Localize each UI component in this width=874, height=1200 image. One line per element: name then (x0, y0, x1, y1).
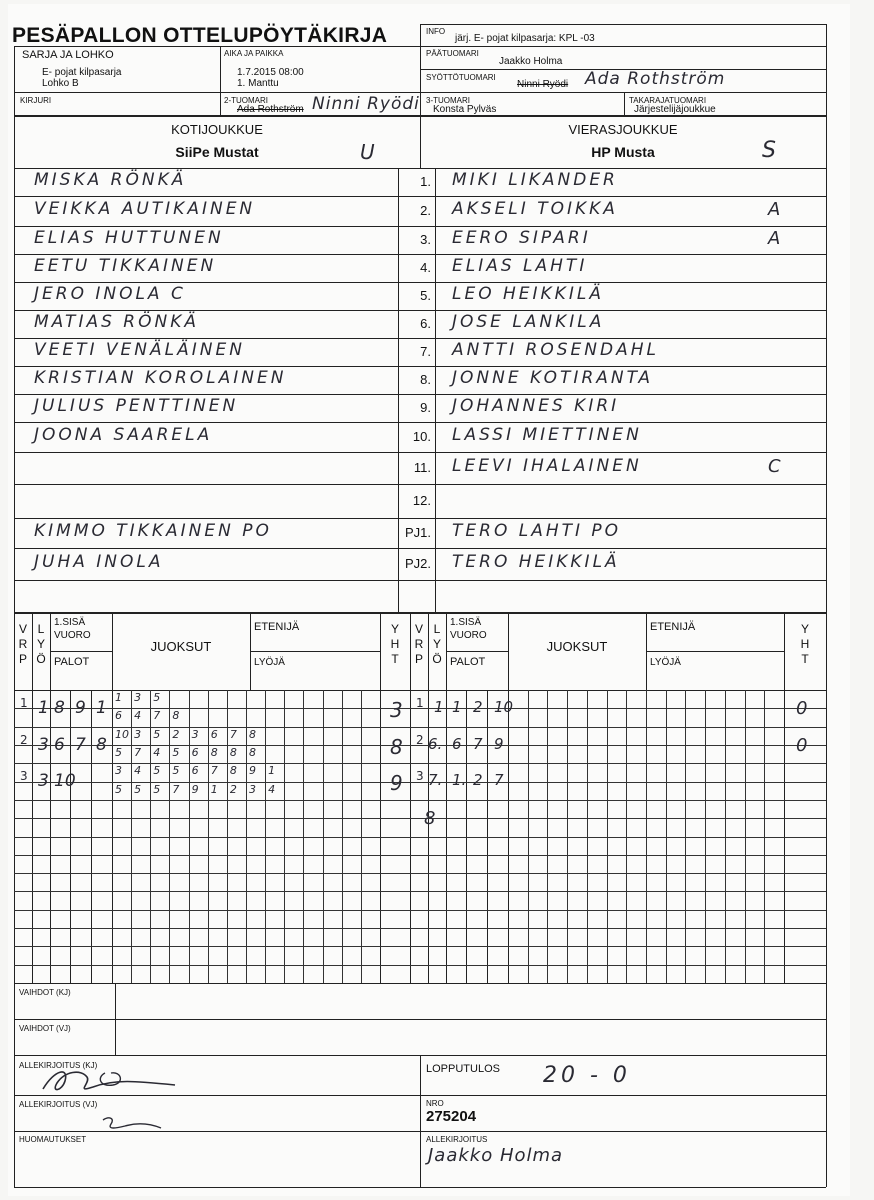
home-player: KRISTIAN KOROLAINEN (34, 368, 287, 388)
away-player: LEO HEIKKILÄ (452, 284, 604, 304)
home-run: 5 (172, 745, 180, 759)
home-player: JULIUS PENTTINEN (34, 396, 239, 416)
home-vrp: 1 (20, 696, 28, 710)
syottotuomari-label: SYÖTTÖTUOMARI (426, 73, 496, 82)
home-run: 8 (172, 709, 180, 723)
home-run: 8 (249, 745, 256, 759)
row-number: 11. (413, 460, 431, 475)
away-sisa: 1 (452, 698, 462, 716)
vrp-header: V R P (18, 622, 28, 666)
home-sisa: 8 (54, 698, 65, 718)
row-number: 12. (412, 493, 431, 508)
away-sisa: 10 (494, 698, 514, 716)
info-value: järj. E- pojat kilpasarja: KPL -03 (455, 33, 595, 44)
home-run: 4 (268, 782, 276, 796)
home-sisa: 1 (96, 698, 107, 718)
away-ly: 7. (428, 771, 443, 790)
home-run: 5 (153, 727, 161, 741)
row-number: 7. (420, 344, 431, 359)
sisa-header: 1.SISÄ VUORO (450, 617, 487, 641)
ly-header: L Y Ö (36, 622, 46, 666)
home-run: 7 (134, 745, 142, 759)
tuomari2-label: 2-TUOMARI (224, 96, 268, 105)
allekirjoitus-label: ALLEKIRJOITUS (426, 1135, 488, 1144)
vieras-team: HP Musta (591, 144, 655, 160)
aika-line2: 1. Manttu (237, 78, 279, 89)
home-run: 4 (134, 764, 142, 778)
paatuomari-label: PÄÄTUOMARI (426, 49, 479, 58)
away-vrp: 3 (416, 769, 424, 784)
allekirjoitus-signature: Jaakko Holma (428, 1145, 564, 1166)
page-title: PESÄPALLON OTTELUPÖYTÄKIRJA (12, 24, 388, 47)
ly-header: L Y Ö (432, 622, 442, 666)
away-mark: C (768, 456, 784, 477)
home-ly: 1 (38, 698, 49, 718)
home-run: 9 (191, 782, 199, 796)
away-player: JOSE LANKILA (452, 312, 605, 332)
home-yht: 9 (390, 771, 403, 796)
vrp-header: V R P (414, 622, 424, 666)
row-number: 10. (412, 429, 431, 444)
home-run: 7 (153, 709, 161, 723)
away-player: ANTTI ROSENDAHL (452, 340, 659, 360)
away-ly: 1 (434, 698, 444, 716)
lyoja-header: LYÖJÄ (254, 657, 285, 668)
home-yht: 8 (390, 734, 403, 759)
syottotuomari-struck: Ninni Ryödi (517, 79, 569, 90)
away-sisa: 9 (494, 734, 504, 753)
away-player: LEEVI IHALAINEN (452, 456, 642, 476)
nro-value: 275204 (426, 1108, 477, 1125)
away-sisa: 2 (473, 698, 483, 716)
home-run: 1 (268, 764, 276, 778)
row-number: 9. (420, 400, 431, 415)
home-run: 4 (153, 745, 161, 759)
row-number: PJ1. (405, 525, 432, 540)
away-vrp: 2 (416, 732, 424, 747)
home-run: 7 (210, 764, 218, 778)
home-run: 6 (115, 709, 122, 723)
home-sisa: 6 (54, 734, 65, 755)
paatuomari-value: Jaakko Holma (499, 56, 563, 67)
koti-mark: U (360, 140, 378, 164)
away-sisa: 7 (494, 771, 504, 790)
aika-line1: 1.7.2015 08:00 (237, 67, 304, 78)
away-player: JOHANNES KIRI (452, 396, 620, 416)
home-run: 3 (134, 691, 142, 704)
away-player: ELIAS LAHTI (452, 256, 588, 276)
row-number: 8. (420, 372, 431, 387)
home-player: MISKA RÖNKÄ (34, 170, 187, 190)
row-number: 2. (420, 203, 431, 218)
away-mark: A (768, 199, 784, 220)
away-vrp: 1 (416, 696, 424, 710)
home-vrp: 2 (20, 732, 28, 747)
home-player: JOONA SAARELA (34, 425, 213, 445)
vieras-mark: S (762, 138, 779, 163)
etenija-header: ETENIJÄ (650, 621, 696, 633)
home-run: 6 (191, 745, 199, 759)
lyoja-header: LYÖJÄ (650, 657, 681, 668)
home-run: 6 (191, 764, 199, 778)
home-player: VEIKKA AUTIKAINEN (34, 199, 256, 219)
sarja-line1: E- pojat kilpasarja (42, 67, 122, 78)
away-player: TERO HEIKKILÄ (452, 552, 620, 572)
away-sisa: 2 (473, 771, 483, 790)
home-sisa: 7 (75, 734, 86, 755)
home-run: 9 (249, 764, 256, 778)
kirjuri-label: KIRJURI (20, 96, 52, 105)
home-run: 5 (153, 764, 161, 778)
home-run: 7 (229, 727, 237, 741)
lopputulos-value: 20 - 0 (543, 1063, 631, 1088)
home-sisa: 10 (54, 771, 76, 792)
allekirjoitus-vj-label: ALLEKIRJOITUS (VJ) (19, 1100, 98, 1109)
home-yht: 3 (390, 698, 403, 722)
row-number: 4. (420, 260, 431, 275)
huomautukset-label: HUOMAUTUKSET (19, 1135, 87, 1144)
home-run: 8 (229, 764, 237, 778)
juoksut-header: JUOKSUT (546, 639, 608, 654)
yht-header: Y H T (390, 622, 400, 666)
home-player: KIMMO TIKKAINEN PO (34, 521, 272, 541)
tuomari3-label: 3-TUOMARI (426, 96, 470, 105)
tuomari2-handwritten: Ninni Ryödi (312, 94, 420, 114)
home-player: JERO INOLA C (34, 284, 186, 304)
takaraja-label: TAKARAJATUOMARI (629, 96, 707, 105)
home-run: 3 (191, 727, 199, 741)
home-run: 8 (229, 745, 237, 759)
away-player: EERO SIPARI (452, 228, 591, 248)
home-run: 2 (229, 782, 237, 796)
home-ly: 3 (38, 771, 49, 792)
vieras-label: VIERASJOUKKUE (568, 122, 678, 137)
allekirjoitus-kj-label: ALLEKIRJOITUS (KJ) (19, 1061, 98, 1070)
row-number: 1. (420, 174, 431, 189)
away-player: JONNE KOTIRANTA (452, 368, 654, 388)
home-run: 3 (115, 764, 122, 778)
nro-label: NRO (426, 1099, 444, 1108)
home-run: 5 (134, 782, 142, 796)
info-label: INFO (426, 27, 446, 36)
home-run: 8 (249, 727, 256, 741)
home-player: EETU TIKKAINEN (34, 256, 217, 276)
away-sisa: 7 (473, 734, 483, 753)
home-run: 7 (172, 782, 180, 796)
sarja-line2: Lohko B (42, 78, 79, 89)
away-yht: 0 (796, 734, 808, 756)
home-sisa: 9 (75, 698, 86, 718)
row-number: 5. (420, 288, 431, 303)
vaihdot-kj-label: VAIHDOT (KJ) (19, 988, 71, 997)
away-mark: A (768, 228, 784, 249)
home-run: 2 (172, 727, 180, 741)
signature-kj (35, 1063, 185, 1097)
home-run: 5 (115, 782, 122, 796)
home-run: 1 (115, 691, 122, 704)
away-player: TERO LAHTI PO (452, 521, 622, 541)
home-run: 8 (210, 745, 218, 759)
palot-header: PALOT (450, 656, 486, 668)
syottotuomari-handwritten: Ada Rothström (585, 69, 726, 89)
etenija-header: ETENIJÄ (254, 621, 300, 633)
home-run: 4 (134, 709, 142, 723)
home-player: ELIAS HUTTUNEN (34, 228, 224, 248)
away-ly: 6. (428, 734, 443, 753)
juoksut-header: JUOKSUT (150, 639, 212, 654)
home-run: 1 (210, 782, 218, 796)
away-sisa: 1. (452, 771, 467, 790)
away-player: LASSI MIETTINEN (452, 425, 642, 445)
home-run: 5 (115, 745, 122, 759)
home-sisa: 8 (96, 734, 107, 755)
home-run: 3 (134, 727, 142, 741)
tuomari2-struck: Ada Rothström (237, 104, 304, 115)
takaraja-value: Järjestelijäjoukkue (634, 104, 716, 115)
vaihdot-vj-label: VAIHDOT (VJ) (19, 1024, 71, 1033)
yht-header: Y H T (800, 622, 810, 666)
home-vrp: 3 (20, 769, 28, 784)
home-run: 5 (153, 691, 161, 704)
home-run: 6 (210, 727, 218, 741)
home-run: 5 (153, 782, 161, 796)
tuomari3-value: Konsta Pylväs (433, 104, 497, 115)
home-player: JUHA INOLA (34, 552, 164, 572)
koti-team: SiiPe Mustat (175, 144, 259, 160)
home-run: 5 (172, 764, 180, 778)
lopputulos-label: LOPPUTULOS (426, 1063, 500, 1075)
away-yht: 0 (796, 698, 808, 719)
home-player: MATIAS RÖNKÄ (34, 312, 199, 332)
signature-vj (95, 1112, 165, 1134)
row-number: 6. (420, 316, 431, 331)
home-yht-extra: 8 (424, 807, 436, 829)
palot-header: PALOT (54, 656, 90, 668)
sarja-label: SARJA JA LOHKO (22, 49, 114, 61)
sisa-header: 1.SISÄ VUORO (54, 617, 91, 641)
aika-label: AIKA JA PAIKKA (224, 49, 284, 58)
home-run: 3 (249, 782, 256, 796)
away-sisa: 6 (452, 734, 462, 753)
row-number: PJ2. (405, 556, 432, 571)
home-player: VEETI VENÄLÄINEN (34, 340, 245, 360)
home-run: 10 (115, 727, 129, 741)
row-number: 3. (420, 232, 431, 247)
koti-label: KOTIJOUKKUE (171, 122, 263, 137)
away-player: MIKI LIKANDER (452, 170, 618, 190)
home-ly: 3 (38, 734, 49, 755)
away-player: AKSELI TOIKKA (452, 199, 618, 219)
